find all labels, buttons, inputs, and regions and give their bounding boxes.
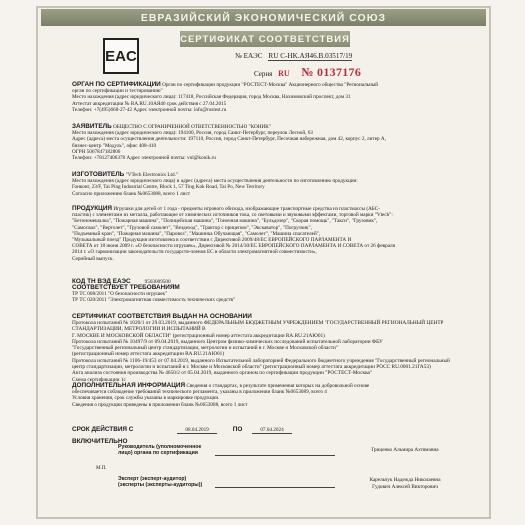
product-heading: ПРОДУКЦИЯ [72, 205, 113, 212]
tn-ved-heading: КОД ТН ВЭД ЕАЭС [72, 278, 131, 285]
basis-heading: СЕРТИФИКАТ СООТВЕТСТВИЯ ВЫДАН НА ОСНОВАНИИ [72, 313, 252, 320]
series-row [254, 65, 361, 80]
additional-info-line-1: обеспечивается соблюдение требований технического регламента, указаны в приложении бланк №0653089, всего 4 [72, 389, 327, 396]
manufacturer-heading: ИЗГОТОВИТЕЛЬ [72, 171, 125, 178]
expert-signature-label: Эксперт (эксперт-аудитор) (эксперты (эксперты-аудиторы)) [118, 476, 203, 488]
basis-line-2: Протокола испытаний № 10497/9 от 09.04.2019, выданного Центром физико-химических исследований испытательной лаборатории ФБУ [72, 338, 383, 345]
basis-section [72, 313, 477, 383]
validity-to-label: ПО [232, 426, 243, 433]
head-signature-label: Руководитель (уполномоченное лицо) органа по сертификации [118, 444, 202, 456]
manufacturer-section [72, 172, 477, 197]
basis-line-6: центр стандартизации, метрологии и испытаний в г. Москве и Московской области" (регистрационный номер аттестата аккредитации РОСС RU.0001.21ГА53) [72, 364, 431, 371]
additional-info-heading: ДОПОЛНИТЕЛЬНАЯ ИНФОРМАЦИЯ [72, 382, 186, 389]
expert-signature-line [215, 487, 335, 488]
applicant-line-1: Адрес (адреса) места осуществления деятельности: 197110, Россия, город Санкт-Петербург, Песочная набережная, дом 42, корпус 2, литер А, [72, 136, 386, 143]
product-line-2: "Бетономешалка", "Пожарная машина", "Полицейская машина", "Гоночная машина", "Бульдозер", "Скорая помощь", "Такси", "Грузовик", [72, 218, 378, 225]
product-line-8: Серийный выпуск. [72, 255, 114, 262]
manufacturer-line-0: Место нахождения (адрес юридического лица) и адрес (адреса) места осуществления деятельности по изготовлению продукции: [72, 178, 358, 185]
applicant-section [72, 124, 477, 161]
certification-body-heading: ОРГАН ПО СЕРТИФИКАЦИИ [72, 81, 161, 88]
series-label: Серия [254, 70, 273, 78]
certification-body-line-3: Аттестат аккредитации № RA.RU.10АЯ46 срок действия с 27.04.2015 [72, 100, 227, 107]
manufacturer-name: "VTech Electronics Ltd." [125, 172, 178, 178]
compliance-section [72, 284, 477, 303]
certificate-title [180, 31, 350, 47]
manufacturer-line-2: Согласно приложению бланк №0653088, всего 1 лист [72, 190, 191, 197]
applicant-line-0: Место нахождения (адрес юридического лица): 194100, Россия, город Санкт-Петербург, переулок Лесной, 63 [72, 130, 313, 137]
head-signature-name: Гриценко Альмира Ахтямовна [371, 447, 439, 453]
certification-body-line-4: Телефон: +7(495)668-27-42 Адрес электронной почты: info@rostest.ru [72, 106, 227, 113]
applicant-name: ОБЩЕСТВО С ОГРАНИЧЕННОЙ ОТВЕТСТВЕННОСТЬЮ "КОНИК" [112, 124, 271, 130]
registration-label: № ЕАЭС [235, 52, 263, 60]
expert-signature-name-1: Гудович Алексей Викторович [372, 484, 438, 490]
additional-info-line-3: Сведения о продукции приведены в приложении бланк №0653088, всего 1 лист [72, 401, 248, 408]
validity-section [72, 418, 477, 445]
union-banner-text: ЕВРАЗИЙСКИЙ ЭКОНОМИЧЕСКИЙ СОЮЗ [140, 11, 387, 24]
basis-line-4: (регистрационный номер аттестата аккредитации RA.RU.21АЮ01) [72, 351, 225, 358]
head-signature-line [215, 455, 335, 456]
product-line-7: 2014 г. «О гармонизации законодательств государств-членов ЕС в области электромагнитной совместимости», [72, 249, 317, 256]
registration-number [235, 52, 352, 61]
manufacturer-line-1: Гонконг, 23/F, Tai Ping Industrial Centre, Block 1, 57 Ting Kok Road, Tai Po, New Territory [72, 184, 265, 191]
validity-from: 08.04.2019 [177, 427, 216, 434]
series-number: № 0137176 [301, 65, 362, 79]
basis-line-1: Г. МОСКВЕ И МОСКОВСКОЙ ОБЛАСТИ" (регистрационный номер аттестата аккредитации RA.RU.21АЮ01) [72, 332, 325, 339]
validity-to: 07.04.2024 [252, 427, 291, 434]
applicant-line-4: Телефон: +78127406378 Адрес электронной почты: vnl@konik.ru [72, 155, 216, 162]
additional-info-section [72, 383, 477, 408]
basis-line-0: Протокола испытаний № 1020/1 от 29.03.2019, выданного ФЕДЕРАЛЬНЫМ БЮДЖЕТНЫМ УЧРЕЖДЕНИЕМ "ГОСУДАРСТВЕННЫЙ РЕГИОНАЛЬНЫЙ ЦЕНТР СТАНДАРТИЗАЦИИ, МЕТРОЛОГИИ И ИСПЫТАНИЙ В [72, 320, 444, 333]
certificate-title-text: СЕРТИФИКАТ СООТВЕТСТВИЯ [180, 33, 350, 45]
certification-body-section [72, 82, 477, 113]
union-banner [41, 9, 486, 26]
eac-mark-logo [103, 38, 139, 74]
basis-line-5: Протокола испытаний № 1106-19/453 от 07.04.2019, выданного Испытательной лабораторией Федерального бюджетного учреждения "Государственный региональный [72, 357, 450, 364]
product-line-5: "Музыкальный поезд" Продукция изготовлена в соответствии с Директивой 2009/48/ЕС ЕВРОПЕЙСКОГО ПАРЛАМЕНТА И [72, 237, 352, 244]
compliance-line-1: ТР ТС 020/2011 "Электромагнитная совместимость технических средств" [72, 297, 236, 304]
applicant-line-2: бизнес-центр "Модуль", офис 408-410 [72, 142, 157, 149]
basis-line-3: "Государственный региональный центр стандартизации, метрологии и испытаний в г. Москве и Московской области" [72, 345, 339, 352]
compliance-heading: СООТВЕТСТВУЕТ ТРЕБОВАНИЯМ [72, 284, 180, 291]
additional-info-line-2: Условия хранения, срок службы указаны в маркировке продукции. [72, 395, 220, 402]
basis-line-7: Акта анализа состояния производства № 4650/2 от 05.04.2019, выданного органом по сертификации продукции "РОСТЕСТ-Москва" [72, 370, 373, 377]
expert-signature-name-0: Карельчук Надежда Николаевна [369, 477, 441, 483]
eac-mark-text: EAC [105, 47, 137, 65]
stamp-placeholder-mp: М.П. [96, 466, 107, 471]
applicant-line-3: ОГРН 5067847182806 [72, 148, 121, 155]
compliance-line-0: ТР ТС 008/2011 "О безопасности игрушек" [72, 291, 168, 297]
product-line-0: Игрушки для детей от 1 года - предметы игрового обихода, изображающие транспортные средства из пластмассы (АБС- [113, 206, 380, 212]
tn-ved-value: 9503009500 [144, 279, 171, 285]
series-code: RU [278, 69, 290, 78]
product-line-1: пластик) с элементами из металла, работающие от химических источников тока, со световыми и звуковыми эффектами, торговой марки "Vtech": [72, 212, 393, 219]
validity-heading: СРОК ДЕЙСТВИЯ С [72, 426, 134, 433]
certification-body-line-1: орган по сертификации и тестированию" [72, 88, 163, 95]
certification-body-line-2: Место нахождения (адрес юридического лица): 117418, Российская Федерация, город Москва, Нахимовский проспект, дом 31 [72, 94, 351, 101]
basis-line-8: Схема сертификации 1с [72, 376, 126, 383]
registration-value: RU C-HK.АЯ46.В.03517/19 [268, 52, 353, 60]
product-section [72, 206, 477, 262]
validity-inclusive: ВКЛЮЧИТЕЛЬНО [72, 438, 128, 445]
product-line-6: СОВЕТА от 18 июня 2009 г. «О безопасности игрушек», Директивой № 2014/30/ЕС ЕВРОПЕЙСКОГО ПАРЛАМЕНТА И СОВЕТА от 26 февраля [72, 243, 396, 250]
additional-info-line-0: Сведения о стандартах, в результате применения которых на добровольной основе [186, 383, 370, 389]
certification-body-line-0: Орган по сертификации продукции "РОСТЕСТ-Москва" Акционерного общества "Региональный [162, 82, 379, 88]
applicant-heading: ЗАЯВИТЕЛЬ [72, 123, 112, 130]
product-line-4: "Подъемный кран", "Пожарная машина", "Паровоз", "Машинка Обучающая", "Самолет", "Машина спасателей", [72, 230, 321, 237]
product-line-3: "Самосвал", "Вертолет", "Грузовой самолет", "Вездеход", "Трактор с прицепом", "Экскаватор", "Погрузчик", [72, 224, 312, 231]
